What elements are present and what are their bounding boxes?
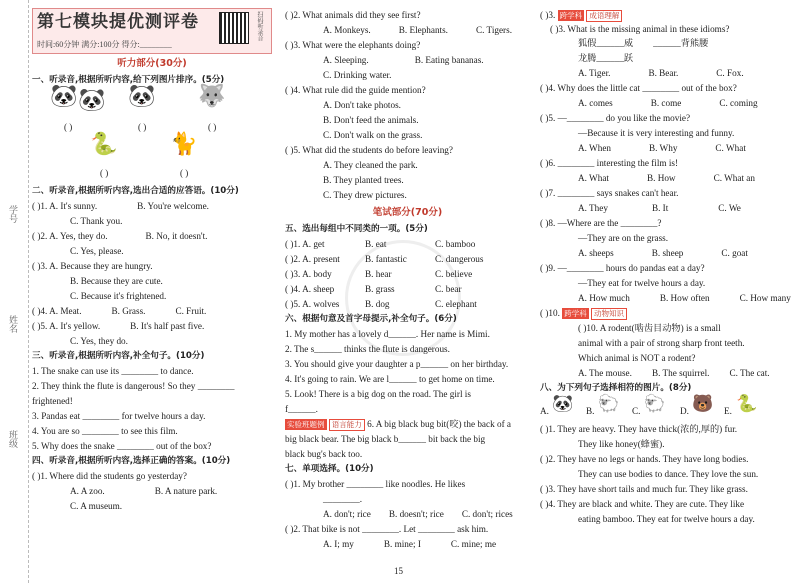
s7-q10-c: Which animal is NOT a rodent? <box>578 353 696 363</box>
s7-q10-b: animal with a pair of strong sharp front teeth. <box>578 338 745 348</box>
s7-q9-options: A. How much B. How often C. How many <box>578 293 791 303</box>
s7-q9: ( )9. —________ hours do pandas eat a day? <box>540 263 705 273</box>
full-score: 满分:100分 <box>81 40 120 49</box>
s4-q2-options: A. Monkeys. B. Elephants. C. Tigers. <box>323 25 512 35</box>
s2-q5: ( )5. A. It's yellow. B. It's half past five. <box>32 321 205 331</box>
s5-row-3: ( )3. A. body B. hear C. believe <box>285 269 473 279</box>
s3-q4: 4. You are so ________ to see this film. <box>32 426 178 436</box>
s2-q1: ( )1. A. It's sunny. B. You're welcome. <box>32 201 209 211</box>
s7-q4: ( )4. Why does the little cat ________ out of the box? <box>540 83 737 93</box>
section-3-title: 三、听录音,根据所听内容,补全句子。(10分) <box>32 351 205 361</box>
s4-q4-c: C. Don't walk on the grass. <box>323 130 423 140</box>
page-number: 15 <box>394 566 403 576</box>
s6-q2: 2. The s______ thinks the flute is dangerous. <box>285 344 450 354</box>
s2-q2-c: C. Yes, please. <box>70 246 124 256</box>
s2-q3: ( )3. A. Because they are hungry. <box>32 261 153 271</box>
s4-q3-c: C. Drinking water. <box>323 70 392 80</box>
s7-q8-options: A. sheeps B. sheep C. goat <box>578 248 748 258</box>
s3-q3: 3. Pandas eat ________ for twelve hours a day. <box>32 411 206 421</box>
s5-row-4: ( )4. A. sheep B. grass C. bear <box>285 284 462 294</box>
s4-q5-c: C. They drew pictures. <box>323 190 407 200</box>
s7-q1-options: A. don't; rice B. doesn't; rice C. don't; rices <box>323 509 513 519</box>
s8-q1-b: They like honey(蜂蜜). <box>578 439 665 449</box>
s7-q3-idiom-3: 龙腾______跃 <box>578 53 634 63</box>
qr-label: 扫码听录音 <box>256 11 262 41</box>
s7-q5-b: —Because it is very interesting and funny. <box>578 128 735 138</box>
section-1-pictures: 🐼 🐼 ( ) 🐼 ( ) 🐺 ( ) <box>50 83 226 132</box>
s7-q6: ( )6. ________ interesting the film is! <box>540 158 679 168</box>
tag-idiom: 成语理解 <box>586 10 622 22</box>
s2-q3-b: B. Because they are cute. <box>70 276 163 286</box>
score-label: 得分: <box>121 40 140 49</box>
s3-q5: 5. Why does the snake ________ out of the box? <box>32 441 212 451</box>
s6-q4: 4. It's going to rain. We are l______ to get home on time. <box>285 374 495 384</box>
s4-q4: ( )4. What rule did the guide mention? <box>285 85 426 95</box>
tag-animal-knowledge: 动物知识 <box>591 308 627 320</box>
section-8-pictures: A. 🐼 B. 🐑 C. 🐑 D. 🐻 E. 🐍 <box>540 394 758 416</box>
s7-q2-options: A. I; my B. mine; I C. mine; me <box>323 539 497 549</box>
binding-strip <box>0 0 29 583</box>
s4-q1-c: C. A museum. <box>70 501 123 511</box>
s3-q1: 1. The snake can use its ________ to dance. <box>32 366 194 376</box>
tag-language: 语言能力 <box>329 419 365 431</box>
qr-code-icon[interactable] <box>219 12 249 44</box>
s2-q2: ( )2. A. Yes, they do. B. No, it doesn't. <box>32 231 208 241</box>
s7-q1: ( )1. My brother ________ like noodles. He likes <box>285 479 466 489</box>
s4-q5: ( )5. What did the students do before leaving? <box>285 145 453 155</box>
s2-q1-c: C. Thank you. <box>70 216 123 226</box>
s8-q2: ( )2. They have no legs or hands. They have long bodies. <box>540 454 749 464</box>
s7-q5-options: A. When B. Why C. What <box>578 143 746 153</box>
panda-icon: 🐼 <box>78 87 106 112</box>
s4-q4-b: B. Don't feed the animals. <box>323 115 419 125</box>
cat-icon: 🐈 <box>170 131 198 156</box>
s7-q10-options: A. The mouse. B. The squirrel. C. The cat. <box>578 368 770 378</box>
tag-cross-subject: 跨学科 <box>559 11 583 20</box>
section-1-title: 一、听录音,根据所听内容,给下列图片排序。(5分) <box>32 75 225 85</box>
sheep-icon: 🐑 <box>644 394 666 413</box>
column-right <box>540 8 790 527</box>
s6-q3: 3. You should give your daughter a p______ on her birthday. <box>285 359 509 369</box>
s4-q5-b: B. They planted trees. <box>323 175 404 185</box>
s7-q3-idioms: 狐假______威 ______背熊腰 <box>578 38 709 48</box>
s7-q7: ( )7. ________ says snakes can't hear. <box>540 188 679 198</box>
writing-heading: 笔试部分(70分) <box>372 207 443 218</box>
section-6-title: 六、根据句意及首字母提示,补全句子。(6分) <box>285 314 457 324</box>
snake-icon: 🐍 <box>736 394 758 413</box>
s6-q6-c: black bug's back too. <box>285 449 363 459</box>
panda-icon: 🐼 <box>128 83 156 108</box>
s4-q3-options: A. Sleeping. B. Eating bananas. <box>323 55 484 65</box>
s7-q10: ( )10. 跨学科 动物知识 <box>540 306 790 321</box>
snake-icon: 🐍 <box>90 131 118 156</box>
s7-q8: ( )8. —Where are the ________? <box>540 218 662 228</box>
s2-q4: ( )4. A. Meat. B. Grass. C. Fruit. <box>32 306 207 316</box>
title-box <box>32 8 272 54</box>
s5-row-1: ( )1. A. get B. eat C. bamboo <box>285 239 476 249</box>
s8-q2-b: They can use bodies to dance. They love the sun. <box>578 469 759 479</box>
s4-q1: ( )1. Where did the students go yesterday? <box>32 471 187 481</box>
dog-icon: 🐺 <box>198 83 226 108</box>
s7-q1-b: ________. <box>323 494 363 504</box>
tag-cross-subject-2: 跨学科 <box>564 309 587 318</box>
s7-q6-options: A. What B. How C. What an <box>578 173 755 183</box>
s7-q3-options: A. Tiger. B. Bear. C. Fox. <box>578 68 744 78</box>
section-7-title: 七、单项选择。(10分) <box>285 464 374 474</box>
s4-q2: ( )2. What animals did they see first? <box>285 10 421 20</box>
time-limit: 时间:60分钟 <box>37 40 80 49</box>
s7-q9-b: —They eat for twelve hours a day. <box>578 278 706 288</box>
s6-q6-b: big black bear. The big black b______ bit back the big <box>285 434 486 444</box>
s6-q5: 5. Look! There is a big dog on the road. The girl is <box>285 389 471 399</box>
binding-label-name: 姓名 <box>8 315 18 333</box>
tag-experimental: 实验班题例 <box>287 420 325 429</box>
section-1-pictures-2: 🐍 ( ) 🐈 ( ) <box>90 131 198 178</box>
s2-q5-c: C. Yes, they do. <box>70 336 128 346</box>
s3-q2-b: frightened! <box>32 396 73 406</box>
page-title: 第七模块提优测评卷 <box>37 12 199 31</box>
s7-q2: ( )2. That bike is not ________. Let ________ ask him. <box>285 524 489 534</box>
s8-q4-b: eating bamboo. They eat for twelve hours a day. <box>578 514 755 524</box>
s8-q3: ( )3. They have short tails and much fur. They like grass. <box>540 484 748 494</box>
s5-row-2: ( )2. A. present B. fantastic C. dangerous <box>285 254 484 264</box>
section-8-title: 八、为下列句子选择相符的图片。(8分) <box>540 383 692 393</box>
s3-q2: 2. They think the flute is dangerous! So they ________ <box>32 381 235 391</box>
exam-meta: 时间:60分钟 满分:100分 得分:________ <box>37 40 172 49</box>
s4-q5-a: A. They cleaned the park. <box>323 160 418 170</box>
section-2-title: 二、听录音,根据所听内容,选出合适的应答语。(10分) <box>32 186 239 196</box>
s7-q3: ( )3. 跨学科 成语理解 <box>540 8 790 23</box>
column-middle <box>285 8 530 552</box>
s4-q1-options: A. A zoo. B. A nature park. <box>70 486 218 496</box>
column-left <box>32 8 272 514</box>
section-4-title: 四、听录音,根据所听内容,选择正确的答案。(10分) <box>32 456 231 466</box>
s8-q1: ( )1. They are heavy. They have thick(浓的,厚的) fur. <box>540 424 738 434</box>
panda-icon: 🐼 <box>50 83 78 108</box>
binding-label-id: 学号 <box>8 205 18 223</box>
s8-q4: ( )4. They are black and white. They are cute. They like <box>540 499 745 509</box>
s2-q3-c: C. Because it's frightened. <box>70 291 167 301</box>
s7-q10-text: ( )10. A rodent(啮齿目动物) is a small <box>578 323 721 333</box>
s6-q1: 1. My mother has a lovely d______. Her name is Mimi. <box>285 329 490 339</box>
binding-label-class: 班级 <box>8 430 18 448</box>
s7-q7-options: A. They B. It C. We <box>578 203 741 213</box>
s5-row-5: ( )5. A. wolves B. dog C. elephant <box>285 299 477 309</box>
panda-icon: 🐼 <box>552 394 574 413</box>
listening-heading: 听力部分(30分) <box>117 58 187 69</box>
s4-q4-a: A. Don't take photos. <box>323 100 401 110</box>
section-5-title: 五、选出每组中不同类的一项。(5分) <box>285 224 428 234</box>
s4-q3: ( )3. What were the elephants doing? <box>285 40 421 50</box>
s7-q4-options: A. comes B. come C. coming <box>578 98 758 108</box>
s7-q5: ( )5. —________ do you like the movie? <box>540 113 691 123</box>
s7-q8-b: —They are on the grass. <box>578 233 669 243</box>
sheep-icon: 🐑 <box>598 394 620 413</box>
panda-icon: 🐻 <box>692 394 714 413</box>
s6-q5-b: f______. <box>285 404 318 414</box>
s7-q3-text: ( )3. What is the missing animal in these idioms? <box>550 24 730 34</box>
s6-q6: 实验班题例 语言能力 6. A big black bug bit(咬) the back of a <box>287 419 511 429</box>
